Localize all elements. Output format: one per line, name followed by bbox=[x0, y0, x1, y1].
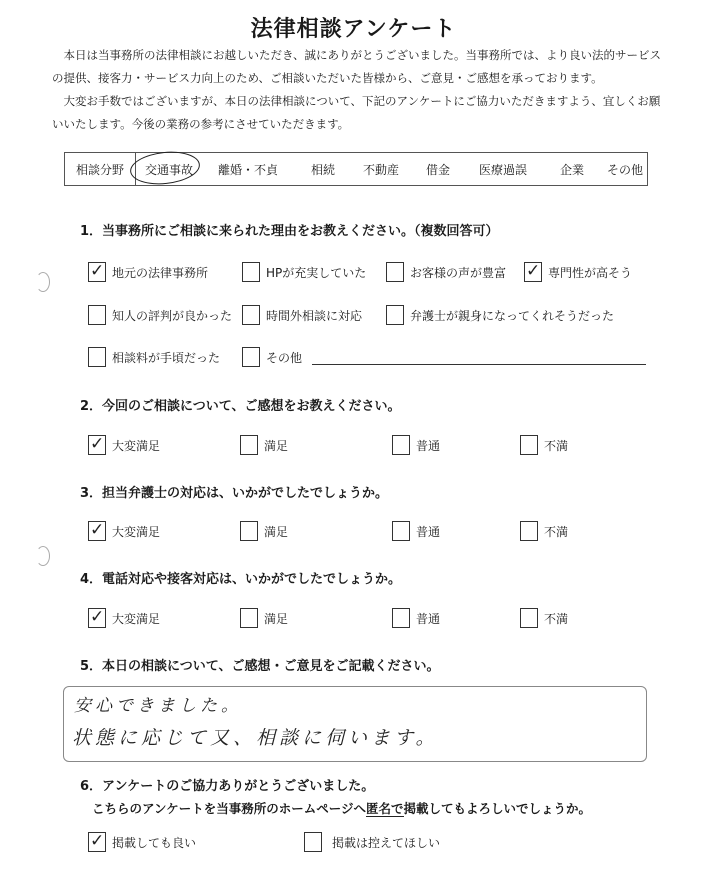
handwritten-comment-line-1: 安心できました。 bbox=[74, 696, 242, 716]
q1-option-label: 時間外相談に対応 bbox=[266, 309, 363, 323]
q3-checkbox-satisfied[interactable] bbox=[240, 521, 258, 541]
q1-checkbox-other[interactable] bbox=[242, 347, 260, 367]
binder-hole bbox=[36, 272, 50, 292]
q6-question-text: 掲載してもよろしいでしょうか。 bbox=[403, 801, 592, 816]
q6-title: 6．アンケートのご協力ありがとうございました。 bbox=[80, 779, 375, 794]
q2-option-label: 満足 bbox=[264, 439, 289, 453]
check-mark-icon: ✓ bbox=[90, 607, 105, 627]
q3-option-label: 普通 bbox=[416, 525, 441, 539]
category-option-other[interactable] bbox=[604, 161, 646, 178]
q6-checkbox-decline[interactable] bbox=[304, 832, 322, 852]
q1-checkbox-after-hours[interactable] bbox=[242, 305, 260, 325]
category-option-traffic[interactable] bbox=[136, 161, 202, 178]
q3-checkbox-very-satisfied[interactable] bbox=[88, 521, 106, 541]
category-option-inheritance[interactable] bbox=[294, 161, 352, 178]
q1-option-label: 知人の評判が良かった bbox=[112, 309, 233, 323]
q1-checkbox-reviews[interactable] bbox=[386, 262, 404, 282]
q2-option-label: 大変満足 bbox=[112, 439, 161, 453]
q4-option-label: 普通 bbox=[416, 612, 441, 626]
q5-title: 5．本日の相談について、ご感想・ご意見をご記載ください。 bbox=[80, 659, 440, 674]
category-option-label: 企業 bbox=[559, 162, 584, 177]
q2-title: 2．今回のご相談について、ご感想をお教えください。 bbox=[80, 399, 401, 414]
q1-checkbox-expertise[interactable] bbox=[524, 262, 542, 282]
q2-checkbox-dissatisfied[interactable] bbox=[520, 435, 538, 455]
q1-option-label: 地元の法律事務所 bbox=[112, 266, 209, 280]
q3-option-label: 不満 bbox=[544, 525, 569, 539]
check-mark-icon: ✓ bbox=[90, 434, 105, 454]
q4-checkbox-very-satisfied[interactable] bbox=[88, 608, 106, 628]
q1-option-label: お客様の声が豊富 bbox=[410, 266, 507, 280]
q1-option-label: 専門性が高そう bbox=[548, 266, 633, 280]
q6-option-label: 掲載は控えてほしい bbox=[332, 836, 441, 850]
q6-question-text: こちらのアンケートを当事務所のホームページへ bbox=[92, 801, 367, 816]
q1-option-label: 弁護士が親身になってくれそうだった bbox=[410, 309, 615, 323]
category-option-debt[interactable] bbox=[410, 161, 466, 178]
intro-paragraph-1: 本日は当事務所の法律相談にお越しいただき、誠にありがとうございました。当事務所では、より良い法的サービスの提供、接客力・サービス力向上のため、ご相談いただいた皆様から、ご意見・ご感想を承っております。 bbox=[52, 48, 662, 85]
q3-checkbox-dissatisfied[interactable] bbox=[520, 521, 538, 541]
selected-circle-mark bbox=[129, 148, 202, 187]
q1-checkbox-referral[interactable] bbox=[88, 305, 106, 325]
q4-option-label: 満足 bbox=[264, 612, 289, 626]
check-mark-icon: ✓ bbox=[90, 261, 105, 281]
q3-checkbox-neutral[interactable] bbox=[392, 521, 410, 541]
q3-title: 3．担当弁護士の対応は、いかがでしたでしょうか。 bbox=[80, 486, 389, 501]
q3-option-label: 満足 bbox=[264, 525, 289, 539]
category-option-divorce[interactable] bbox=[202, 161, 294, 178]
q1-checkbox-caring[interactable] bbox=[386, 305, 404, 325]
intro-text bbox=[52, 44, 662, 136]
q1-checkbox-hp[interactable] bbox=[242, 262, 260, 282]
category-option-real-estate[interactable] bbox=[352, 161, 410, 178]
category-option-label: 交通事故 bbox=[144, 162, 193, 177]
q5-comment-box[interactable] bbox=[63, 686, 647, 762]
q1-option-label: その他 bbox=[266, 351, 303, 365]
q4-option-label: 不満 bbox=[544, 612, 569, 626]
category-option-label: 不動産 bbox=[362, 162, 399, 177]
handwritten-comment-line-2: 状態に応じて又、相談に伺います。 bbox=[72, 727, 439, 749]
q1-option-label: HPが充実していた bbox=[266, 266, 367, 280]
q6-option-label: 掲載しても良い bbox=[112, 836, 197, 850]
q3-option-label: 大変満足 bbox=[112, 525, 161, 539]
q2-checkbox-neutral[interactable] bbox=[392, 435, 410, 455]
q6-question bbox=[92, 799, 591, 817]
q4-checkbox-satisfied[interactable] bbox=[240, 608, 258, 628]
q4-option-label: 大変満足 bbox=[112, 612, 161, 626]
intro-paragraph-2: 大変お手数ではございますが、本日の法律相談について、下記のアンケートにご協力いただきますよう、宜しくお願いいたします。今後の業務の参考にさせていただきます。 bbox=[52, 94, 661, 131]
q6-question-underlined: 匿名で bbox=[366, 801, 404, 816]
q1-other-write-line[interactable] bbox=[312, 364, 646, 365]
q2-checkbox-satisfied[interactable] bbox=[240, 435, 258, 455]
check-mark-icon: ✓ bbox=[90, 831, 105, 851]
q4-checkbox-dissatisfied[interactable] bbox=[520, 608, 538, 628]
q2-option-label: 普通 bbox=[416, 439, 441, 453]
category-option-corporate[interactable] bbox=[540, 161, 604, 178]
category-option-label: 医療過誤 bbox=[478, 162, 527, 177]
category-option-medical[interactable] bbox=[466, 161, 540, 178]
category-option-label: 借金 bbox=[425, 162, 450, 177]
q4-title: 4．電話対応や接客対応は、いかがでしたでしょうか。 bbox=[80, 572, 402, 587]
q6-checkbox-allow[interactable] bbox=[88, 832, 106, 852]
q1-checkbox-local[interactable] bbox=[88, 262, 106, 282]
category-option-label: 離婚・不貞 bbox=[217, 162, 278, 177]
category-option-label: その他 bbox=[606, 162, 643, 177]
category-row bbox=[64, 152, 648, 186]
q1-title: 1．当事務所にご相談に来られた理由をお教えください。（複数回答可） bbox=[80, 224, 499, 239]
category-option-label: 相続 bbox=[310, 162, 335, 177]
q1-option-label: 相談料が手頃だった bbox=[112, 351, 221, 365]
q1-checkbox-fee[interactable] bbox=[88, 347, 106, 367]
category-label: 相談分野 bbox=[65, 153, 136, 185]
q4-checkbox-neutral[interactable] bbox=[392, 608, 410, 628]
check-mark-icon: ✓ bbox=[526, 261, 541, 281]
check-mark-icon: ✓ bbox=[90, 520, 105, 540]
page-title: 法律相談アンケート bbox=[250, 17, 457, 42]
binder-hole bbox=[36, 546, 50, 566]
q2-option-label: 不満 bbox=[544, 439, 569, 453]
q2-checkbox-very-satisfied[interactable] bbox=[88, 435, 106, 455]
